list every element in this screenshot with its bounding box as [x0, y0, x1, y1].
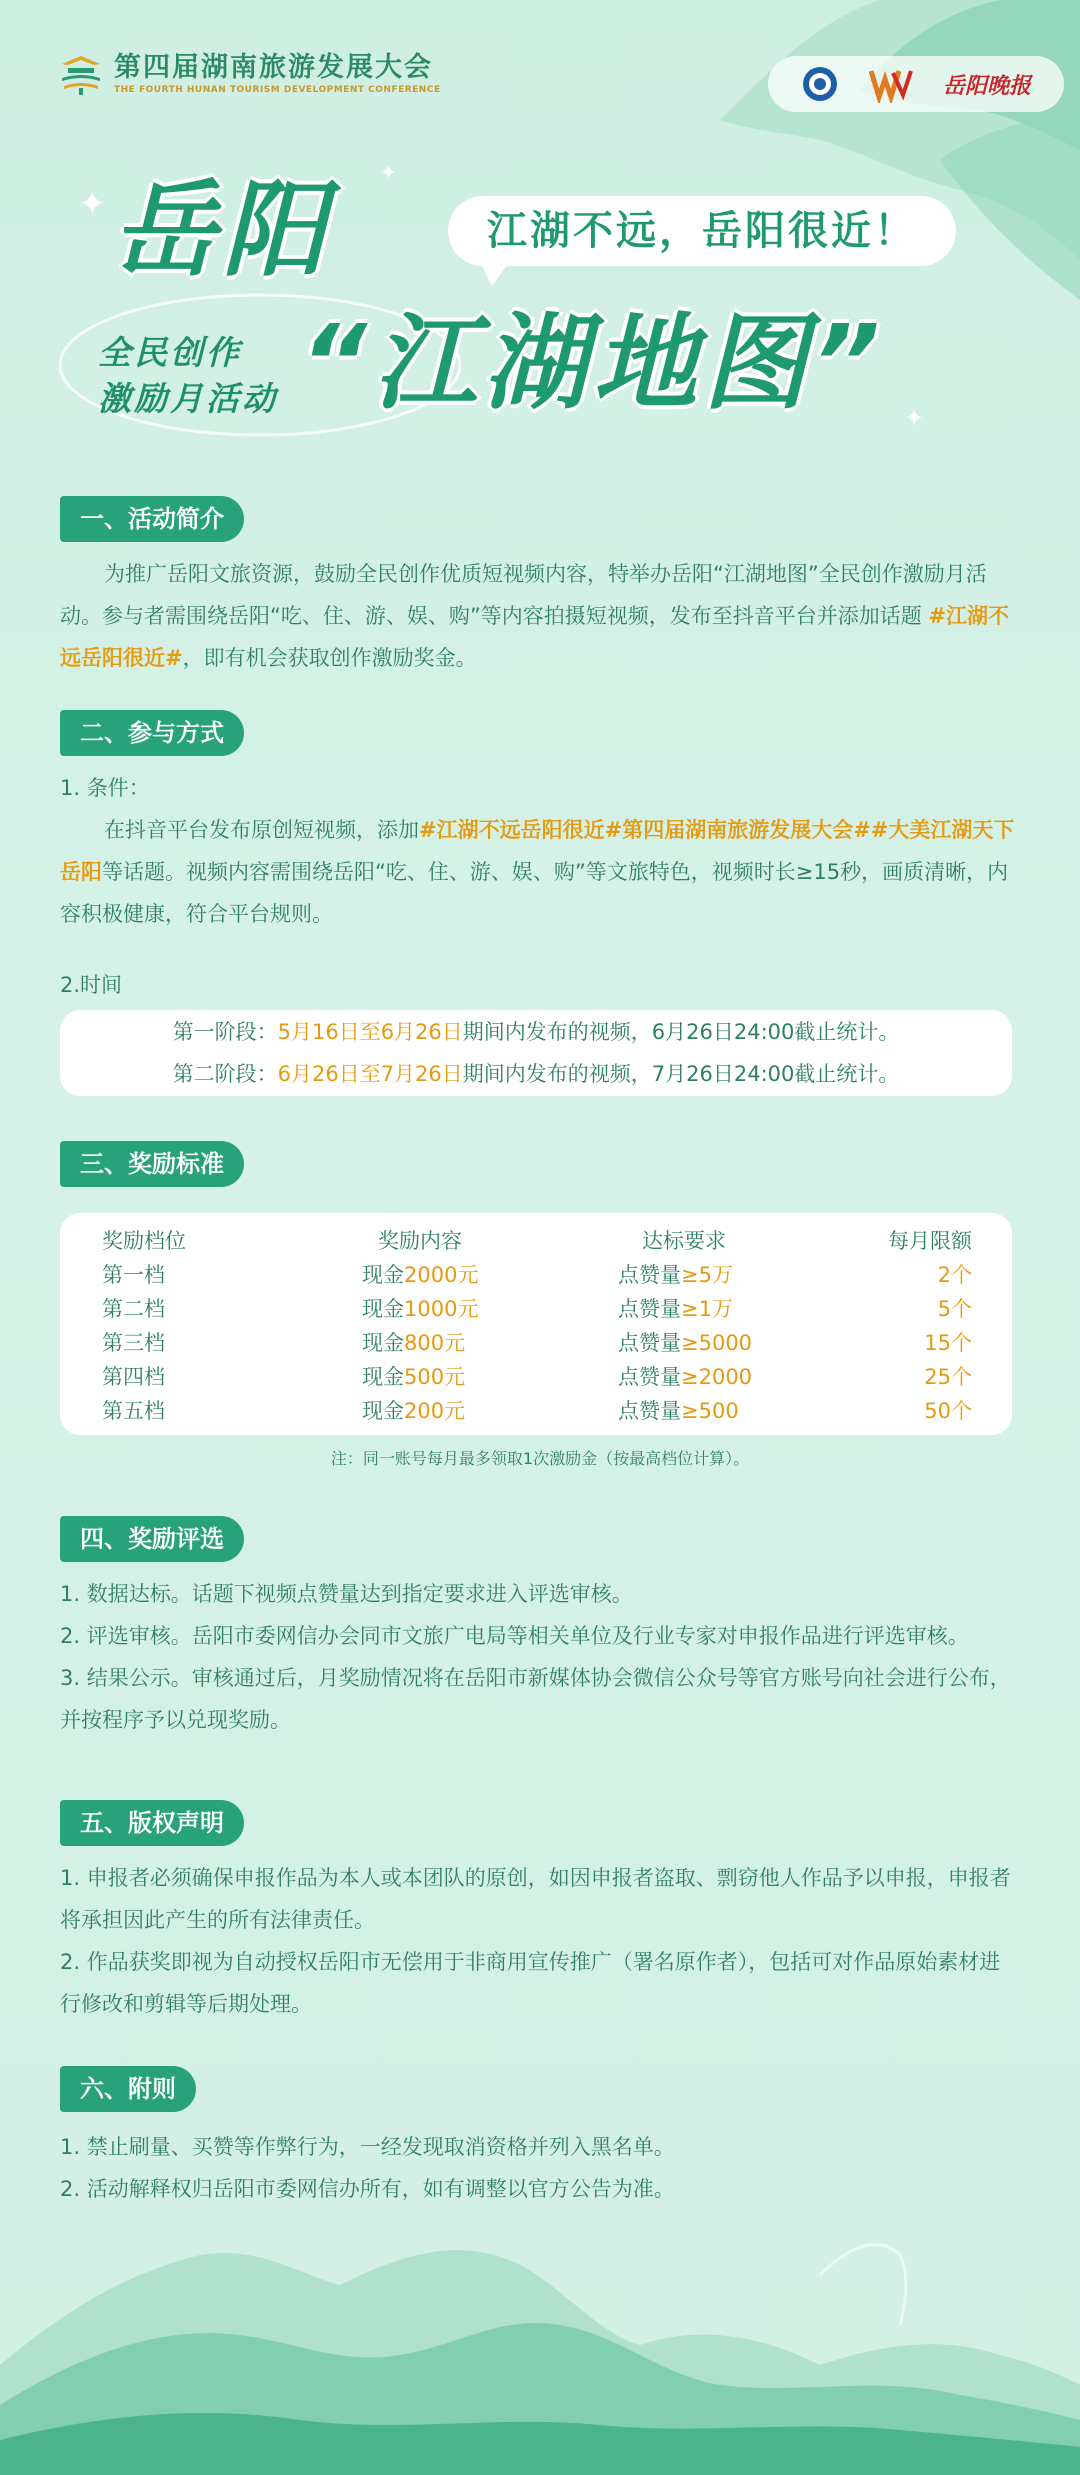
time-label: 2.时间	[60, 973, 123, 997]
pavilion-logo-icon	[58, 52, 104, 96]
col-header-tier: 奖励档位	[102, 1229, 186, 1253]
partner-logos	[768, 56, 1064, 112]
reward-prize	[310, 1291, 570, 1325]
reward-prize	[310, 1325, 570, 1359]
reward-note: 注：同一账号每月最多领取1次激励金（按最高档位计算）。	[330, 1449, 750, 1468]
col-header-requirement: 达标要求	[642, 1229, 726, 1253]
reward-limit-unit: 个	[951, 1365, 972, 1389]
selection-item-1: 1. 数据达标。话题下视频点赞量达到指定要求进入评选审核。	[60, 1582, 633, 1606]
reward-limit	[830, 1393, 1012, 1427]
reward-prize	[310, 1257, 570, 1291]
reward-prize-amount: 200元	[404, 1399, 466, 1423]
reward-table-header	[60, 1223, 1012, 1257]
reward-tier: 第一档	[102, 1263, 165, 1287]
media-association-logo-icon	[869, 65, 913, 103]
reward-limit-unit: 个	[951, 1331, 972, 1355]
hashtag-3: 大美江湖天下岳阳	[60, 818, 1015, 884]
phase-1	[60, 1011, 1012, 1053]
reward-prize-amount: 2000元	[404, 1263, 479, 1287]
intro-text: 为推广岳阳文旅资源，鼓励全民创作优质短视频内容，特举办岳阳“江湖地图”全民创作激励月活动。参与者需围绕岳阳“吃、住、游、娱、购”等内容拍摄短视频，发布至抖音平台并添加话题	[60, 562, 987, 628]
conference-name-cn: 第四届湖南旅游发展大会	[114, 52, 433, 83]
appendix-item-1: 1. 禁止刷量、买赞等作弊行为，一经发现取消资格并列入黑名单。	[60, 2135, 675, 2159]
reward-tier: 第五档	[102, 1399, 165, 1423]
section-title-copyright: 五、版权声明	[60, 1800, 244, 1846]
partner-newspaper-name: 岳阳晚报	[942, 72, 1031, 99]
section-title-selection: 四、奖励评选	[60, 1516, 244, 1562]
selection-item-3: 3. 结果公示。审核通过后，月奖励情况将在岳阳市新媒体协会微信公众号等官方账号向社会进行公布，并按程序予以兑现奖励。	[60, 1666, 1011, 1732]
slogan-bubble: 江湖不远，岳阳很近！	[448, 196, 956, 266]
phase-1-label: 第一阶段：	[172, 1020, 278, 1044]
reward-requirement	[570, 1291, 830, 1325]
copyright-item-2: 2. 作品获奖即视为自动授权岳阳市无偿用于非商用宣传推广（署名原作者），包括可对作品原始素材进行修改和剪辑等后期处理。	[60, 1950, 1001, 2016]
reward-limit	[830, 1291, 1012, 1325]
reward-tier: 第四档	[102, 1365, 165, 1389]
reward-limit-unit: 个	[951, 1399, 972, 1423]
phase-2-label: 第二阶段：	[172, 1062, 278, 1086]
reward-limit-unit: 个	[951, 1297, 972, 1321]
condition-text: 在抖音平台发布原创短视频，添加	[104, 818, 419, 842]
hero-title-yueyang: 岳阳	[112, 169, 333, 291]
reward-prize-label: 现金	[362, 1297, 404, 1321]
hero-subtitle-line1: 全民创作	[98, 333, 242, 372]
reward-requirement	[570, 1325, 830, 1359]
slogan-bubble-tail	[478, 258, 512, 286]
appendix-item-2: 2. 活动解释权归岳阳市委网信办所有，如有调整以官方公告为准。	[60, 2177, 675, 2201]
reward-requirement-amount: ≥2000	[681, 1365, 753, 1389]
reward-prize-label: 现金	[362, 1365, 404, 1389]
reward-limit-count: 2	[937, 1263, 951, 1287]
section-title-participation: 二、参与方式	[60, 710, 244, 756]
bottom-mountains	[0, 2215, 1080, 2475]
reward-limit	[830, 1325, 1012, 1359]
reward-prize-label: 现金	[362, 1263, 404, 1287]
hashtag-1: #江湖不远岳阳很近#	[419, 818, 623, 842]
reward-tier: 第二档	[102, 1297, 165, 1321]
reward-limit	[830, 1257, 1012, 1291]
conference-logo	[58, 52, 441, 96]
reward-table-box	[60, 1213, 1012, 1435]
conference-name-en: THE FOURTH HUNAN TOURISM DEVELOPMENT CONFERENCE	[114, 85, 441, 95]
reward-prize-label: 现金	[362, 1331, 404, 1355]
reward-tier: 第三档	[102, 1331, 165, 1355]
reward-limit	[830, 1359, 1012, 1393]
copyright-item-1: 1. 申报者必须确保申报作品为本人或本团队的原创，如因申报者盗取、剽窃他人作品予以申报，申报者将承担因此产生的所有法律责任。	[60, 1866, 1011, 1932]
intro-text-end: ，即有机会获取创作激励奖金。	[182, 646, 477, 670]
reward-requirement	[570, 1359, 830, 1393]
cyberspace-emblem-icon	[801, 65, 839, 103]
reward-requirement-label: 点赞量	[618, 1263, 681, 1287]
reward-requirement-label: 点赞量	[618, 1365, 681, 1389]
section-title-rewards: 三、奖励标准	[60, 1141, 244, 1187]
reward-requirement-amount: ≥5000	[681, 1331, 753, 1355]
phase-1-range: 5月16日至6月26日	[277, 1020, 463, 1044]
reward-requirement-label: 点赞量	[618, 1297, 681, 1321]
reward-limit-count: 5	[937, 1297, 951, 1321]
col-header-limit: 每月限额	[888, 1229, 972, 1253]
reward-limit-count: 25	[924, 1365, 951, 1389]
reward-limit-unit: 个	[951, 1263, 972, 1287]
reward-requirement	[570, 1257, 830, 1291]
phase-2	[60, 1053, 1012, 1095]
reward-prize-amount: 500元	[404, 1365, 466, 1389]
reward-row	[60, 1291, 1012, 1325]
intro-hashtag: #江湖不远岳阳很近#	[60, 604, 1010, 670]
reward-requirement-amount: ≥5万	[681, 1263, 733, 1287]
sparkle-icon: ✦	[380, 160, 397, 184]
reward-row	[60, 1359, 1012, 1393]
reward-requirement-amount: ≥1万	[681, 1297, 733, 1321]
phase-2-rest: 期间内发布的视频，7月26日24:00截止统计。	[462, 1062, 900, 1086]
hero-title-jianghu-map: “江湖地图”	[300, 302, 886, 424]
reward-prize	[310, 1359, 570, 1393]
time-box	[60, 1010, 1012, 1096]
hero-subtitle-line2: 激励月活动	[98, 379, 278, 418]
section-title-appendix: 六、附则	[60, 2066, 196, 2112]
reward-limit-count: 50	[924, 1399, 951, 1423]
intro-paragraph	[60, 553, 1020, 679]
reward-requirement	[570, 1393, 830, 1427]
reward-row	[60, 1325, 1012, 1359]
selection-item-2: 2. 评选审核。岳阳市委网信办会同市文旅广电局等相关单位及行业专家对申报作品进行评选审核。	[60, 1624, 969, 1648]
reward-prize-amount: 800元	[404, 1331, 466, 1355]
section-title-intro: 一、活动简介	[60, 496, 244, 542]
reward-prize-amount: 1000元	[404, 1297, 479, 1321]
condition-label: 1. 条件：	[60, 776, 150, 800]
reward-requirement-amount: ≥500	[681, 1399, 739, 1423]
phase-1-rest: 期间内发布的视频，6月26日24:00截止统计。	[462, 1020, 900, 1044]
reward-prize-label: 现金	[362, 1399, 404, 1423]
sparkle-icon: ✦	[78, 184, 107, 224]
reward-prize	[310, 1393, 570, 1427]
phase-2-range: 6月26日至7月26日	[277, 1062, 463, 1086]
reward-row	[60, 1393, 1012, 1427]
reward-limit-count: 15	[924, 1331, 951, 1355]
reward-requirement-label: 点赞量	[618, 1331, 681, 1355]
col-header-prize: 奖励内容	[378, 1229, 462, 1253]
hashtag-2: 第四届湖南旅游发展大会#	[622, 818, 871, 842]
hero-subtitle	[98, 330, 278, 422]
reward-table	[60, 1223, 1012, 1427]
reward-row	[60, 1257, 1012, 1291]
condition-paragraph: 在抖音平台发布原创短视频，添加#江湖不远岳阳很近#第四届湖南旅游发展大会##大美江湖天下岳阳等话题。视频内容需围绕岳阳“吃、住、游、娱、购”等文旅特色，视频时长≥15秒，画质清晰，内容积极健康，符合平台规则。	[60, 818, 1015, 926]
condition-text-end: 等话题。视频内容需围绕岳阳“吃、住、游、娱、购”等文旅特色，视频时长≥15秒，画质清晰，内容积极健康，符合平台规则。	[60, 860, 1009, 926]
sparkle-icon: ✦	[904, 404, 925, 432]
reward-requirement-label: 点赞量	[618, 1399, 681, 1423]
